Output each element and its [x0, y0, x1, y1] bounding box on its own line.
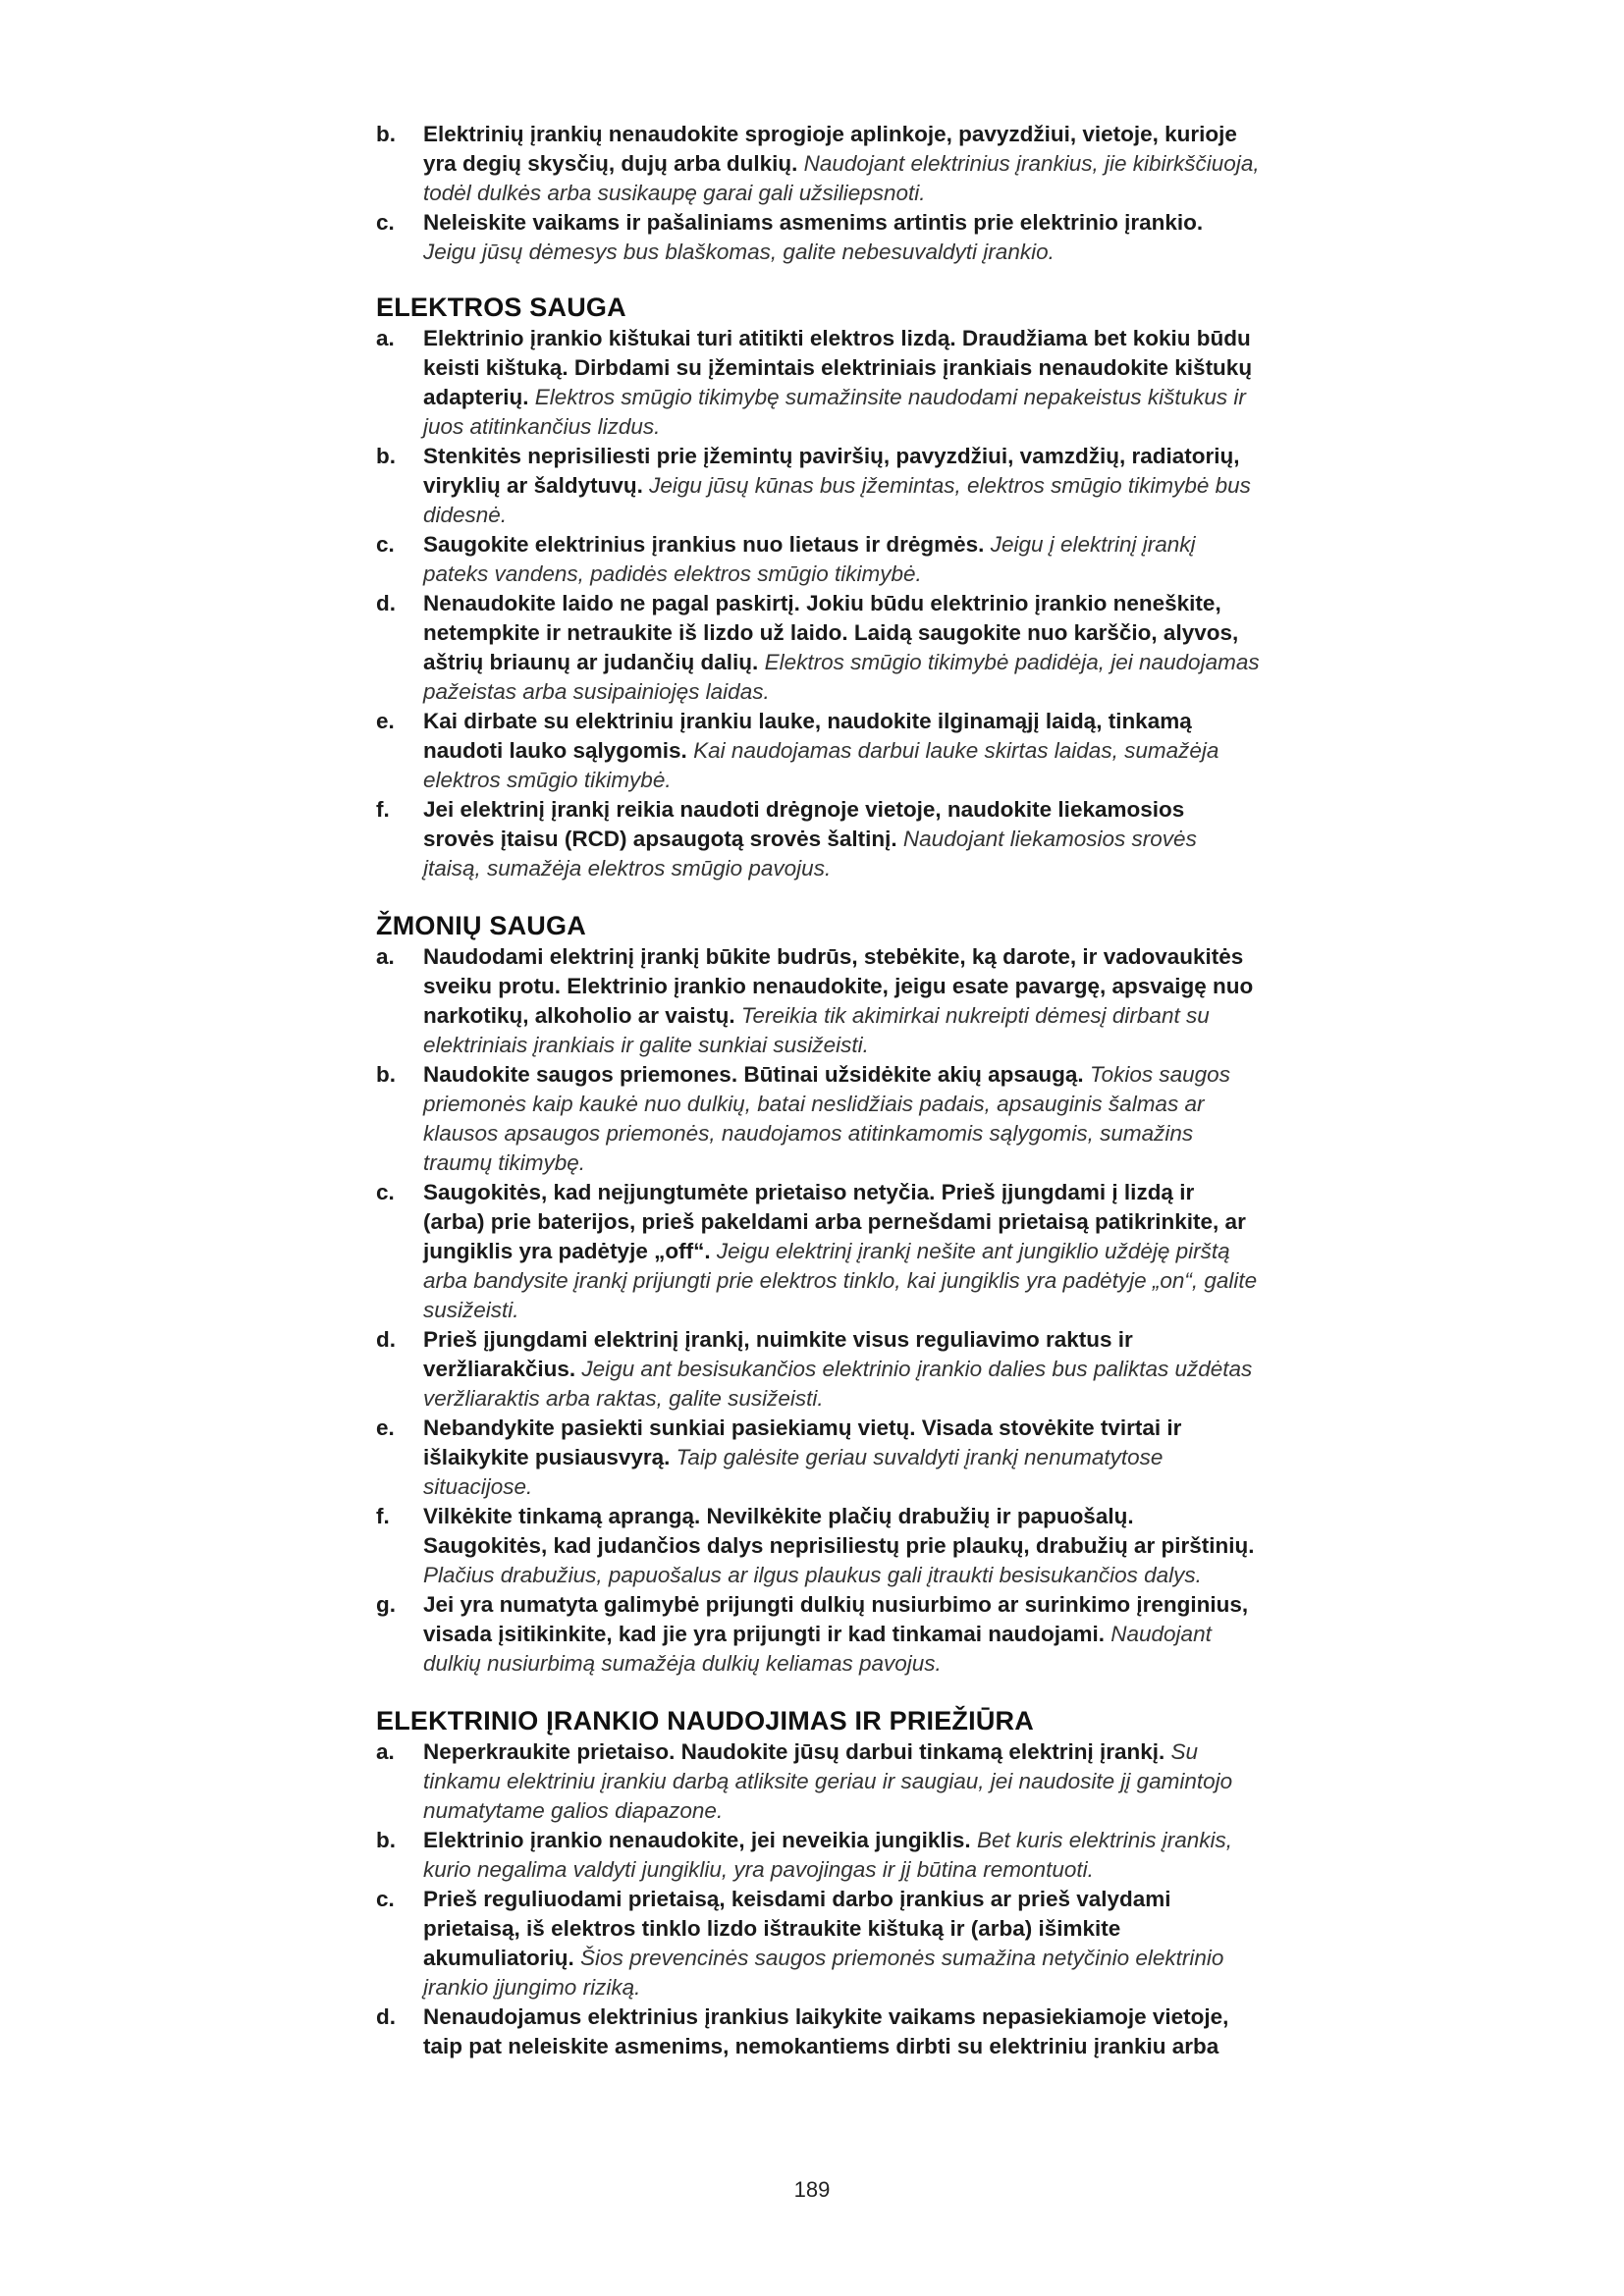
item-instruction: Prieš reguliuodami prietaisą, keisdami darbo įrankius ar prieš valydami prietaisą, iš elektros tinklo lizdo ištraukite kištuką ir (arba) išimkite akumuliatorių. — [423, 1887, 1171, 1970]
item-letter: d. — [376, 591, 396, 615]
item-explanation: Taip galėsite geriau suvaldyti įrankį nenumatytose situacijose. — [423, 1445, 1164, 1499]
item-instruction: Naudodami elektrinį įrankį būkite budrūs, stebėkite, ką darote, ir vadovaukitės sveiku protu. Elektrinio įrankio nenaudokite, jeigu esate pavargę, apsvaigę nuo narkotikų, alkoholio ar vaistų. — [423, 944, 1254, 1028]
item-instruction: Nenaudojamus elektrinius įrankius laikykite vaikams nepasiekiamoje vietoje, taip pat neleiskite asmenims, nemokantiems dirbti su elektriniu įrankiu arba — [423, 2004, 1229, 2058]
item-instruction: Kai dirbate su elektriniu įrankiu lauke, naudokite ilginamąjį laidą, tinkamą naudoti lauko sąlygomis. — [423, 709, 1192, 763]
item-explanation: Jeigu elektrinį įrankį nešite ant jungiklio uždėję pirštą arba bandysite įrankį prijungti prie elektros tinklo, kai jungiklis yra padėtyje „on“, galite susižeisti. — [423, 1239, 1258, 1322]
item-letter: f. — [376, 1504, 390, 1528]
list-item — [376, 1414, 1260, 1502]
list-item — [376, 942, 1260, 1060]
item-instruction: Prieš įjungdami elektrinį įrankį, nuimkite visus reguliavimo raktus ir veržliarakčius. — [423, 1327, 1133, 1381]
item-explanation: Su tinkamu elektriniu įrankiu darbą atliksite geriau ir saugiau, jei naudosite jį gamintojo numatytame galios diapazone. — [423, 1739, 1233, 1823]
item-explanation: Tereikia tik akimirkai nukreipti dėmesį dirbant su elektriniais įrankiais ir galite sunkiai susižeisti. — [423, 1003, 1210, 1057]
item-instruction: Jei elektrinį įrankį reikia naudoti drėgnoje vietoje, naudokite liekamosios srovės įtaisu (RCD) apsaugotą srovės šaltinį. — [423, 797, 1185, 851]
list-item — [376, 1826, 1260, 1885]
item-instruction: Naudokite saugos priemones. Būtinai užsidėkite akių apsaugą. — [423, 1062, 1084, 1087]
item-explanation: Bet kuris elektrinis įrankis, kurio negalima valdyti jungikliu, yra pavojingas ir jį būtina remontuoti. — [423, 1828, 1233, 1882]
page-content — [376, 120, 1260, 2061]
item-instruction: Neperkraukite prietaiso. Naudokite jūsų darbui tinkamą elektrinį įrankį. — [423, 1739, 1165, 1764]
item-letter: g. — [376, 1592, 396, 1617]
list-item — [376, 795, 1260, 883]
item-instruction: Elektrinių įrankių nenaudokite sprogioje aplinkoje, pavyzdžiui, vietoje, kurioje yra degių skysčių, dujų arba dulkių. — [423, 122, 1237, 176]
item-explanation: Tokios saugos priemonės kaip kaukė nuo dulkių, batai neslidžiais padais, apsauginis šalmas ar klausos apsaugos priemonės, naudojamos atitinkamomis sąlygomis, sumažins traumų tikimybę. — [423, 1062, 1230, 1175]
list-item — [376, 442, 1260, 530]
list-item — [376, 1060, 1260, 1178]
item-instruction: Nenaudokite laido ne pagal paskirtį. Jokiu būdu elektrinio įrankio neneškite, netempkite ir netraukite iš lizdo už laido. Laidą saugokite nuo karščio, alyvos, aštrių briaunų ar judančių dalių. — [423, 591, 1239, 674]
item-instruction: Stenkitės neprisiliesti prie įžemintų paviršių, pavyzdžiui, vamzdžių, radiatorių, viryklių ar šaldytuvų. — [423, 444, 1240, 498]
section-heading-electrical-safety: ELEKTROS SAUGA — [376, 293, 626, 322]
list-item — [376, 1178, 1260, 1325]
list-item — [376, 1737, 1260, 1826]
list-item — [376, 2002, 1260, 2061]
item-instruction: Nebandykite pasiekti sunkiai pasiekiamų vietų. Visada stovėkite tvirtai ir išlaikykite pusiausvyrą. — [423, 1415, 1182, 1469]
list-item — [376, 530, 1260, 589]
page-number: 189 — [793, 2177, 831, 2202]
list-item — [376, 589, 1260, 707]
item-explanation: Plačius drabužius, papuošalus ar ilgus plaukus gali įtraukti besisukančios dalys. — [423, 1563, 1202, 1587]
item-explanation: Jeigu jūsų dėmesys bus blaškomas, galite nebesuvaldyti įrankio. — [423, 240, 1055, 264]
item-explanation: Jeigu į elektrinį įrankį pateks vandens, padidės elektros smūgio tikimybė. — [423, 532, 1196, 586]
item-instruction: Saugokite elektrinius įrankius nuo lietaus ir drėgmės. — [423, 532, 985, 557]
item-letter: a. — [376, 1739, 395, 1764]
item-instruction: Neleiskite vaikams ir pašaliniams asmenims artintis prie elektrinio įrankio. — [423, 210, 1204, 235]
item-letter: c. — [376, 1180, 395, 1204]
list-item — [376, 1502, 1260, 1590]
item-letter: d. — [376, 1327, 396, 1352]
item-letter: d. — [376, 2004, 396, 2029]
item-letter: b. — [376, 1062, 396, 1087]
item-explanation: Naudojant liekamosios srovės įtaisą, sumažėja elektros smūgio pavojus. — [423, 827, 1197, 881]
item-instruction: Elektrinio įrankio kištukai turi atitikti elektros lizdą. Draudžiama bet kokiu būdu keisti kištuką. Dirbdami su įžemintais elektriniais įrankiais nenaudokite kištukų adapterių. — [423, 326, 1253, 409]
list-item — [376, 208, 1260, 267]
item-letter: a. — [376, 326, 395, 350]
item-explanation: Jeigu jūsų kūnas bus įžemintas, elektros smūgio tikimybė bus didesnė. — [423, 473, 1251, 527]
item-letter: a. — [376, 944, 395, 969]
item-letter: e. — [376, 1415, 395, 1440]
item-instruction: Vilkėkite tinkamą aprangą. Nevilkėkite plačių drabužių ir papuošalų. Saugokitės, kad judančios dalys neprisiliestų prie plaukų, drabužių ar pirštinių. — [423, 1504, 1255, 1558]
list-item — [376, 1885, 1260, 2002]
item-explanation: Naudojant elektrinius įrankius, jie kibirkščiuoja, todėl dulkės arba susikaupę garai gali užsiliepsnoti. — [423, 151, 1260, 205]
list-item — [376, 120, 1260, 208]
item-letter: c. — [376, 532, 395, 557]
list-item — [376, 1325, 1260, 1414]
list-item — [376, 707, 1260, 795]
item-explanation: Šios prevencinės saugos priemonės sumažina netyčinio elektrinio įrankio įjungimo riziką. — [423, 1946, 1224, 2000]
item-letter: b. — [376, 444, 396, 468]
item-letter: f. — [376, 797, 390, 822]
section-heading-personal-safety: ŽMONIŲ SAUGA — [376, 911, 586, 940]
list-item — [376, 324, 1260, 442]
item-explanation: Naudojant dulkių nusiurbimą sumažėja dulkių keliamas pavojus. — [423, 1622, 1212, 1676]
item-letter: c. — [376, 210, 395, 235]
item-instruction: Saugokitės, kad neįjungtumėte prietaiso netyčia. Prieš įjungdami į lizdą ir (arba) prie baterijos, prieš pakeldami arba pernešdami prietaisą patikrinkite, ar jungiklis yra padėtyje „off“. — [423, 1180, 1246, 1263]
item-letter: b. — [376, 1828, 396, 1852]
item-explanation: Elektros smūgio tikimybė padidėja, jei naudojamas pažeistas arba susipainiojęs laidas. — [423, 650, 1260, 704]
item-instruction: Jei yra numatyta galimybė prijungti dulkių nusiurbimo ar surinkimo įrenginius, visada įsitikinkite, kad jie yra prijungti ir kad tinkamai naudojami. — [423, 1592, 1249, 1646]
section-heading-tool-use-and-care: ELEKTRINIO ĮRANKIO NAUDOJIMAS IR PRIEŽIŪRA — [376, 1706, 1034, 1735]
item-explanation: Elektros smūgio tikimybę sumažinsite naudodami nepakeistus kištukus ir juos atitinkančius lizdus. — [423, 385, 1246, 439]
item-instruction: Elektrinio įrankio nenaudokite, jei neveikia jungiklis. — [423, 1828, 971, 1852]
item-letter: c. — [376, 1887, 395, 1911]
list-item — [376, 1590, 1260, 1679]
item-explanation: Jeigu ant besisukančios elektrinio įrankio dalies bus paliktas uždėtas veržliaraktis arba raktas, galite susižeisti. — [423, 1357, 1253, 1411]
item-explanation: Kai naudojamas darbui lauke skirtas laidas, sumažėja elektros smūgio tikimybė. — [423, 738, 1219, 792]
item-letter: b. — [376, 122, 396, 146]
item-letter: e. — [376, 709, 395, 733]
